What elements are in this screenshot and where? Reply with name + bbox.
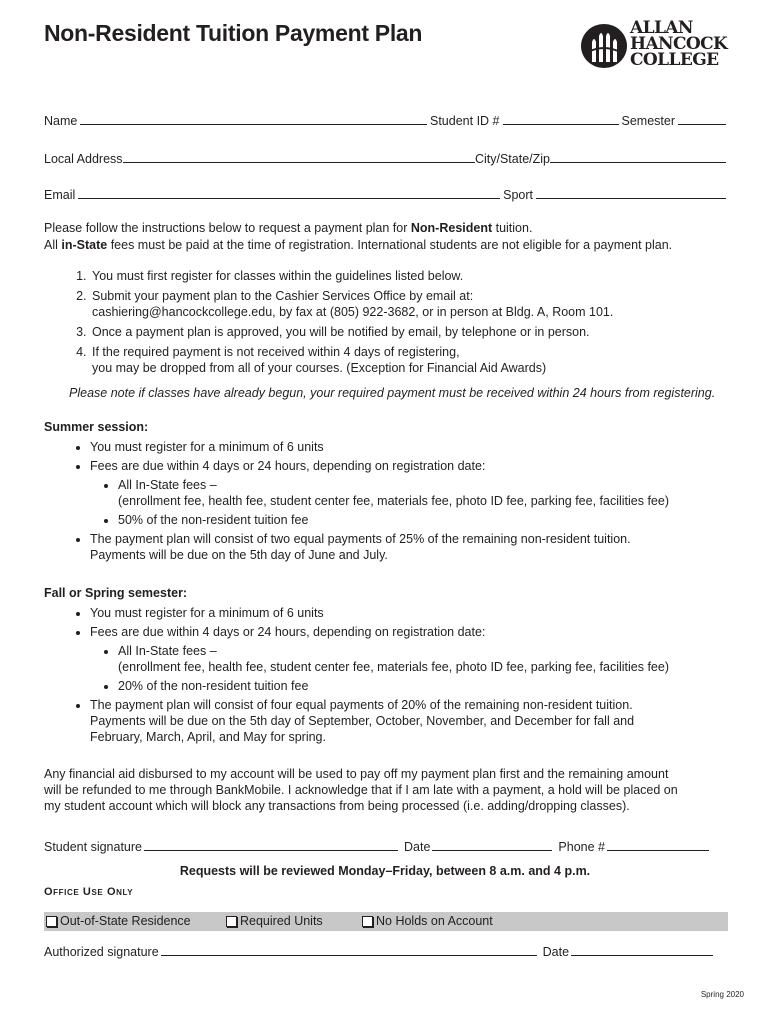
no-holds-label: No Holds on Account [376, 914, 493, 928]
intro-line-2-end: fees must be paid at the time of registration. International students are not eligible for a payment plan. [107, 238, 673, 252]
fall-sublist [90, 643, 770, 694]
footer-version: Spring 2020 [700, 990, 744, 999]
timing-note: Please note if classes have already begun, your required payment must be received within 24 hours from registering. [69, 386, 716, 400]
fall-plan-due: Payments will be due on the 5th day of September, October, November, and December for fall and [90, 714, 635, 728]
list-item [90, 458, 770, 528]
step-item [90, 344, 770, 376]
checkbox-icon [46, 916, 57, 927]
fall-plan-text: The payment plan will consist of four equal payments of 20% of the remaining non-resident tuition. [90, 698, 633, 712]
required-units-checkbox[interactable] [226, 914, 323, 928]
list-item [90, 605, 770, 621]
agreement-text [44, 766, 734, 814]
intro-line-2-bold: in-State [61, 238, 108, 252]
fall-plan-due-spring: February, March, April, and May for spring. [90, 730, 326, 744]
list-item [118, 512, 770, 528]
email-label: Email [44, 188, 76, 202]
checkbox-icon [362, 916, 373, 927]
office-use-bar [44, 912, 728, 931]
authorized-signature-row [44, 939, 726, 959]
name-field[interactable] [80, 110, 427, 125]
intro-line-2 [44, 237, 734, 254]
date-label: Date [404, 840, 431, 854]
intro-line-1-bold: Non-Resident [410, 221, 493, 235]
fall-instate-text: All In-State fees – [118, 644, 217, 658]
summer-plan-due: Payments will be due on the 5th day of June and July. [90, 548, 388, 562]
student-signature-field[interactable] [144, 836, 398, 851]
summer-list [44, 439, 770, 566]
local-address-field[interactable] [123, 148, 475, 163]
page-title: Non-Resident Tuition Payment Plan [44, 20, 423, 46]
step-3-text: Once a payment plan is approved, you will be notified by email, by telephone or in person. [92, 325, 590, 339]
name-row [44, 108, 726, 128]
office-date-field[interactable] [571, 941, 713, 956]
email-row [44, 182, 726, 202]
sport-label: Sport [503, 188, 533, 202]
email-field[interactable] [78, 184, 500, 199]
college-logo [580, 20, 748, 76]
logo-line-3: COLLEGE [630, 50, 719, 70]
local-address-label: Local Address [44, 152, 123, 166]
semester-field[interactable] [678, 110, 726, 125]
phone-label: Phone # [558, 840, 605, 854]
college-logo-wordmark [630, 20, 748, 68]
list-item [90, 624, 770, 694]
checkbox-icon [226, 916, 237, 927]
college-logo-mark-icon [580, 22, 628, 70]
office-use-label: Office Use Only [44, 886, 134, 898]
step-item [90, 324, 770, 340]
review-hours: Requests will be reviewed Monday–Friday, between 8 a.m. and 4 p.m. [179, 864, 591, 878]
name-label: Name [44, 114, 78, 128]
fall-list [44, 605, 770, 748]
summer-instate-detail: (enrollment fee, health fee, student center fee, materials fee, photo ID fee, parking fee, facilities fee) [118, 494, 670, 508]
out-of-state-checkbox[interactable] [46, 914, 191, 928]
student-id-field[interactable] [503, 110, 619, 125]
required-units-label: Required Units [240, 914, 323, 928]
city-state-zip-label: City/State/Zip [474, 152, 550, 166]
list-item [90, 439, 770, 455]
intro-line-2-text: All [44, 238, 62, 252]
summer-section-title: Summer session: [44, 420, 149, 434]
list-item [118, 678, 770, 694]
address-row [44, 146, 726, 166]
intro-line-1-text: Please follow the instructions below to request a payment plan for [44, 221, 411, 235]
step-4-text: If the required payment is not received within 4 days of registering, [92, 345, 460, 359]
step-1-text: You must first register for classes within the guidelines listed below. [92, 269, 464, 283]
student-id-label: Student ID # [430, 114, 500, 128]
intro-line-1 [44, 220, 734, 237]
logo-line-2: HANCOCK [630, 34, 728, 54]
date-field[interactable] [432, 836, 552, 851]
step-2-text: Submit your payment plan to the Cashier Services Office by email at: [92, 289, 474, 303]
office-date-label: Date [542, 945, 570, 959]
signature-row [44, 834, 726, 854]
summer-fees-text: Fees are due within 4 days or 24 hours, depending on registration date: [90, 459, 486, 473]
list-item [118, 477, 770, 509]
intro-text [44, 220, 734, 254]
summer-instate-text: All In-State fees – [118, 478, 217, 492]
step-4-text-2: you may be dropped from all of your courses. (Exception for Financial Aid Awards) [92, 361, 547, 375]
fall-instate-detail: (enrollment fee, health fee, student center fee, materials fee, photo ID fee, parking fee, facilities fee) [118, 660, 670, 674]
agreement-line-3: my student account which will block any transactions from being processed (i.e. adding/dropping classes). [44, 799, 630, 813]
agreement-line-2: will be refunded to me through BankMobile. I acknowledge that if I am late with a payment, a hold will be placed on [44, 783, 678, 797]
list-item [90, 697, 770, 745]
fall-fees-text: Fees are due within 4 days or 24 hours, depending on registration date: [90, 625, 486, 639]
step-2-text-2: cashiering@hancockcollege.edu, by fax at (805) 922-3682, or in person at Bldg. A, Room 101. [92, 305, 614, 319]
step-item [90, 288, 770, 320]
steps-list [44, 268, 770, 380]
list-item [118, 643, 770, 675]
authorized-signature-field[interactable] [161, 941, 537, 956]
intro-line-1-end: tuition. [492, 221, 533, 235]
summer-units-text: You must register for a minimum of 6 units [90, 440, 324, 454]
fall-units-text: You must register for a minimum of 6 units [90, 606, 324, 620]
agreement-line-1: Any financial aid disbursed to my account will be used to pay off my payment plan first and the remaining amount [44, 767, 669, 781]
step-item [90, 268, 770, 284]
city-state-zip-field[interactable] [550, 148, 726, 163]
sport-field[interactable] [536, 184, 726, 199]
list-item [90, 531, 770, 563]
phone-field[interactable] [607, 836, 709, 851]
authorized-signature-label: Authorized signature [44, 945, 159, 959]
fall-tuition-percent: 20% of the non-resident tuition fee [118, 679, 309, 693]
fall-section-title: Fall or Spring semester: [44, 586, 188, 600]
student-signature-label: Student signature [44, 840, 142, 854]
summer-plan-text: The payment plan will consist of two equal payments of 25% of the remaining non-resident tuition. [90, 532, 631, 546]
summer-tuition-percent: 50% of the non-resident tuition fee [118, 513, 309, 527]
no-holds-checkbox[interactable] [362, 914, 493, 928]
out-of-state-label: Out-of-State Residence [60, 914, 191, 928]
logo-line-1: ALLAN [630, 18, 693, 38]
semester-label: Semester [621, 114, 675, 128]
summer-sublist [90, 477, 770, 528]
